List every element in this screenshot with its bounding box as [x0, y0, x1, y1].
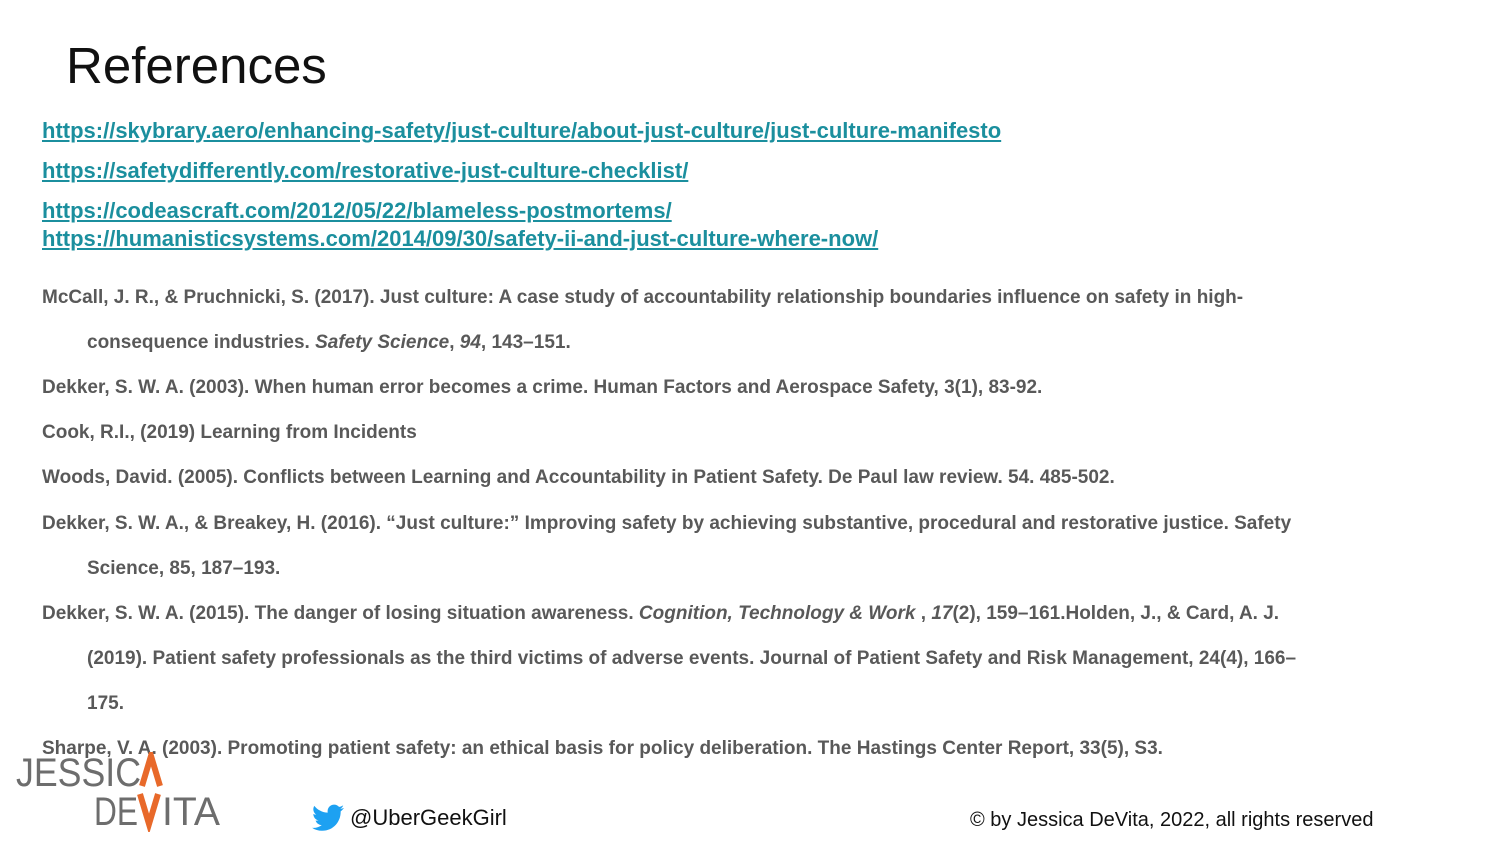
reference-item-6-line — [42, 603, 1279, 625]
svg-text:JESSIC: JESSIC — [16, 752, 141, 795]
reference-text: , 143–151. — [480, 332, 571, 354]
twitter-handle-text: @UberGeekGirl — [350, 805, 507, 830]
twitter-handle[interactable] — [312, 804, 507, 832]
reference-text: Dekker, S. W. A. (2015). The danger of losing situation awareness. — [42, 602, 639, 624]
reference-text: Dekker, S. W. A., & Breakey, H. (2016). “Just culture:” Improving safety by achieving substantive, procedural and restorative justice. Safety — [42, 512, 1292, 534]
link-codeascraft[interactable]: https://codeascraft.com/2012/05/22/blameless-postmortems/ — [42, 198, 672, 223]
reference-text: , — [915, 602, 932, 624]
twitter-bird-icon — [312, 804, 344, 832]
reference-item-4-line — [42, 467, 1115, 489]
reference-text: (2019). Patient safety professionals as the third victims of adverse events. Journal of Patient Safety and Risk Management, 24(4), 166– — [87, 647, 1297, 669]
reference-italic-text: 94 — [459, 332, 481, 354]
jessica-devita-logo — [16, 752, 226, 832]
link-safetydifferently[interactable]: https://safetydifferently.com/restorative-just-culture-checklist/ — [42, 158, 689, 183]
svg-text:ITA: ITA — [162, 790, 221, 832]
reference-italic-text: 17 — [931, 602, 953, 624]
reference-item-2-line — [42, 377, 1042, 399]
link-humanisticsystems[interactable]: https://humanisticsystems.com/2014/09/30/safety-ii-and-just-culture-where-now/ — [42, 226, 879, 251]
reference-italic-text: Cognition, Technology & Work — [638, 602, 916, 624]
reference-text: Woods, David. (2005). Conflicts between Learning and Accountability in Patient Safety. De Paul law review. 54. 485-502. — [42, 467, 1115, 489]
reference-item-6-line — [87, 648, 1296, 670]
reference-text: consequence industries. — [87, 332, 316, 354]
reference-item-5-line — [42, 513, 1291, 535]
reference-text: 175. — [87, 692, 124, 714]
svg-text:DE: DE — [94, 790, 138, 832]
reference-text: Dekker, S. W. A. (2003). When human error becomes a crime. Human Factors and Aerospace Safety, 3(1), 83-92. — [42, 377, 1043, 399]
reference-text: (2), 159–161.Holden, J., & Card, A. J. — [952, 602, 1280, 624]
reference-item-1-line — [42, 287, 1243, 309]
reference-text: Science, 85, 187–193. — [87, 557, 281, 579]
reference-text: , — [449, 332, 460, 354]
reference-item-6-line — [87, 693, 124, 715]
reference-text: McCall, J. R., & Pruchnicki, S. (2017). Just culture: A case study of accountability relationship boundaries influence on safety in high- — [42, 287, 1244, 308]
reference-text: Cook, R.I., (2019) Learning from Incidents — [42, 422, 417, 444]
reference-text: Sharpe, V. A. (2003). Promoting patient safety: an ethical basis for policy deliberation. The Hastings Center Report, 33(5), S3. — [42, 738, 1163, 759]
reference-item-3-line — [42, 422, 417, 444]
page-title: References — [66, 37, 327, 94]
reference-italic-text: Safety Science — [315, 332, 450, 354]
reference-item-1-line — [87, 332, 571, 354]
link-skybrary[interactable]: https://skybrary.aero/enhancing-safety/just-culture/about-just-culture/just-culture-manifesto — [42, 118, 1002, 143]
reference-item-5-line — [87, 558, 280, 580]
copyright-notice: © by Jessica DeVita, 2022, all rights reserved — [970, 809, 1374, 831]
